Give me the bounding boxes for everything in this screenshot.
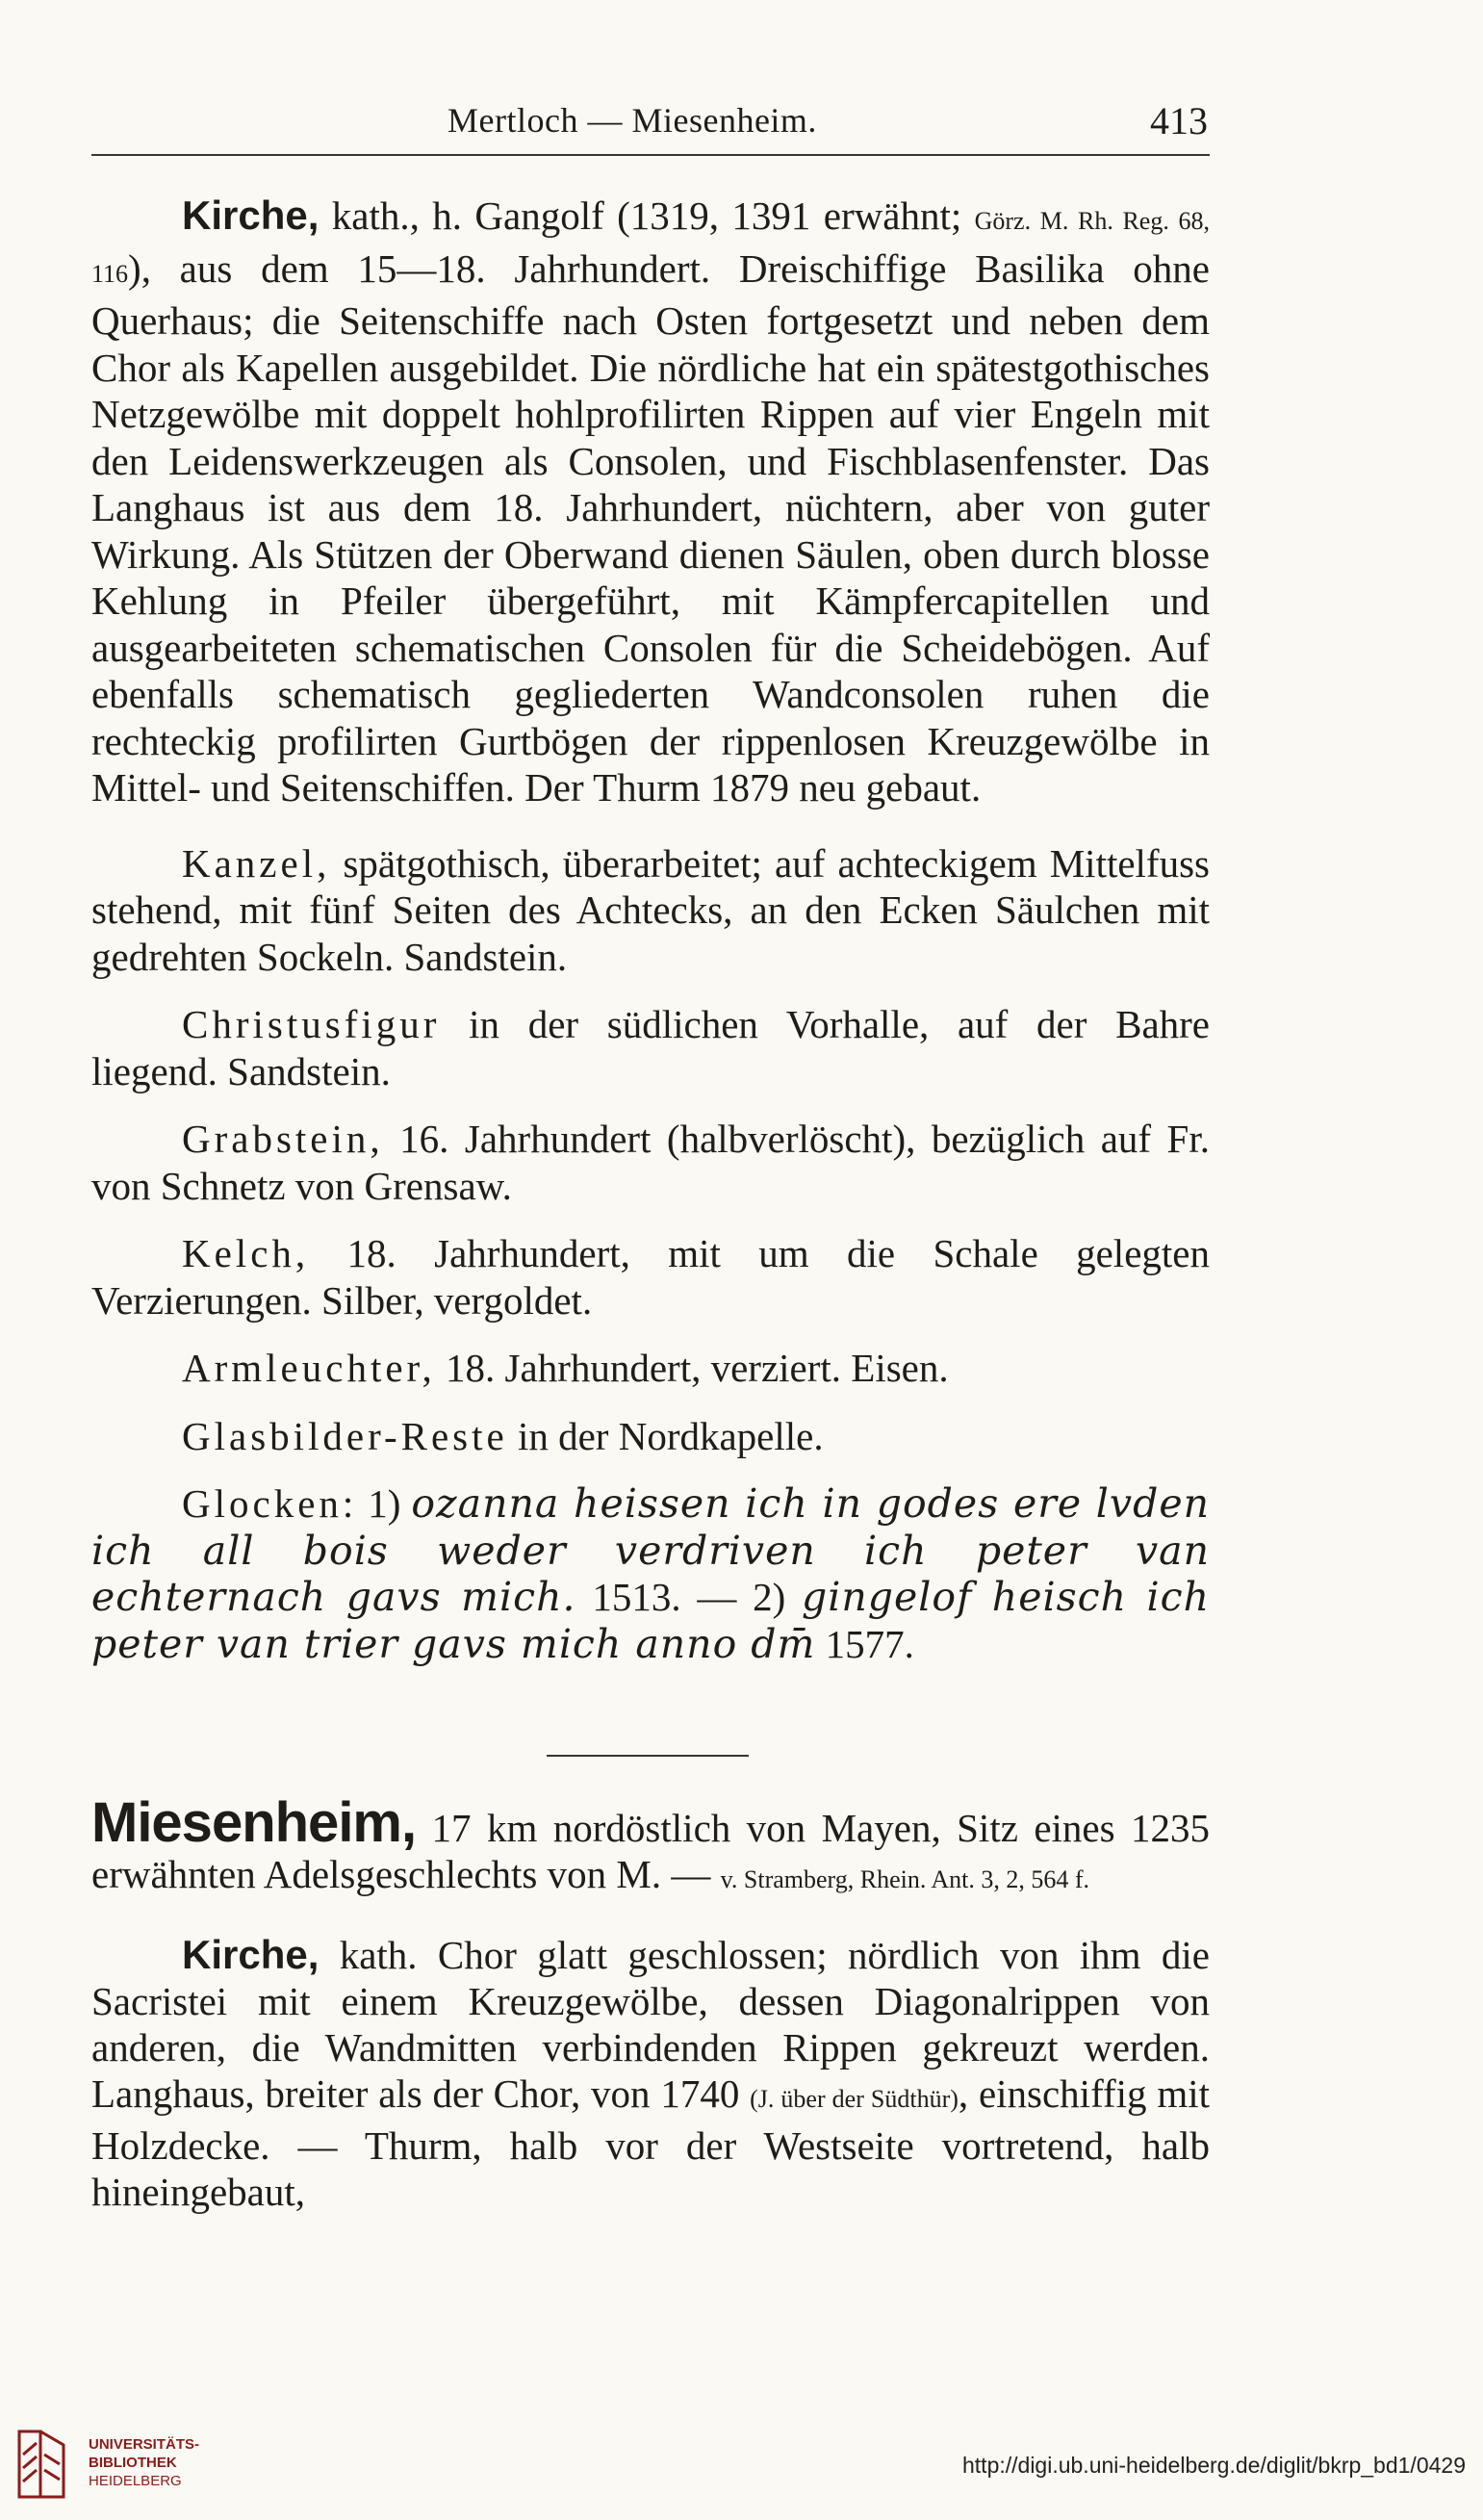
item-christusfigur: [91, 1001, 1210, 1094]
item-armleuchter: [91, 1345, 1210, 1392]
glocken-part-1: 1): [357, 1481, 412, 1526]
header-rule: [91, 154, 1210, 156]
miesenheim-kirche-heading: Kirche,: [182, 1932, 320, 1977]
glocken-part-3: 1577.: [815, 1621, 914, 1666]
item-term: Glasbilder-Reste: [182, 1413, 508, 1458]
page-number: 413: [1150, 99, 1208, 142]
logo-line-2: BIBLIOTHEK: [89, 2455, 177, 2471]
source-url[interactable]: http://digi.ub.uni-heidelberg.de/diglit/bkrp_bd1/0429: [962, 2453, 1466, 2478]
logo-line-3: HEIDELBERG: [89, 2473, 182, 2489]
item-term: Grabstein,: [182, 1117, 384, 1161]
glocken-inscription-2: gingelof heisch ich peter van trier gavs mich anno dm̄: [91, 1574, 1210, 1667]
logo-line-1: UNIVERSITÄTS-: [89, 2436, 200, 2453]
miesenheim-kirche-paragraph: [91, 1932, 1210, 2215]
item-glasbilder: [91, 1413, 1210, 1460]
glocken-inscription-1: ozanna heissen ich in godes ere lvden ich all bois weder verdriven ich peter van echternach gavs mich.: [91, 1480, 1211, 1620]
miesenheim-reference: v. Stramberg, Rhein. Ant. 3, 2, 564 f.: [720, 1865, 1090, 1893]
library-logo: [12, 2426, 262, 2512]
miesenheim-text-1: 17 km nordöstlich von Mayen, Sitz eines 1235 erwähnten Adelsgeschlechts von M. —: [91, 1806, 1210, 1896]
item-text: spätgothisch, überarbeitet; auf achteckigem Mittelfuss stehend, mit fünf Seiten des Achtecks, an den Ecken Säulchen mit gedrehten Sockeln. Sandstein.: [91, 840, 1210, 979]
library-logo-text: [89, 2435, 199, 2490]
item-text: in der südlichen Vorhalle, auf der Bahre liegend. Sandstein.: [91, 1002, 1210, 1093]
kirche-heading: Kirche,: [182, 193, 320, 238]
item-kelch: [91, 1230, 1210, 1324]
item-text: 18. Jahrhundert, mit um die Schale gelegten Verzierungen. Silber, vergoldet.: [91, 1231, 1210, 1323]
item-term: Kanzel,: [182, 840, 331, 886]
kirche-paragraph: [91, 193, 1210, 811]
item-kanzel: [91, 840, 1210, 981]
miesenheim-kirche-text-2: , einschiffig mit Holzdecke. — Thurm, halb vor der Westseite vortretend, halb hineingebaut,: [91, 2071, 1210, 2214]
item-text: 18. Jahrhundert, verziert. Eisen.: [435, 1346, 949, 1390]
running-title: Mertloch — Miesenheim.: [447, 101, 817, 140]
mertloch-section: [91, 193, 1210, 1667]
library-logo-icon: [12, 2426, 71, 2503]
miesenheim-kirche-reference: (J. über der Südthür): [750, 2085, 959, 2113]
item-term: Christusfigur: [182, 1002, 441, 1046]
miesenheim-entry: [91, 1791, 1210, 1903]
item-grabstein: [91, 1116, 1210, 1209]
section-divider: [547, 1755, 749, 1757]
item-term: Armleuchter,: [182, 1346, 436, 1390]
item-text: in der Nordkapelle.: [507, 1413, 824, 1458]
miesenheim-kirche-text-1: kath. Chor glatt geschlossen; nördlich von ihm die Sacristei mit einem Kreuzgewölbe, dessen Diagonalrippen von anderen, die Wandmitten verbindenden Rippen gekreuzt werden. Langhaus, breiter als der Chor, von 1740: [91, 1933, 1210, 2116]
glocken-part-2: 1513. — 2): [575, 1575, 802, 1619]
kirche-text-1: kath., h. Gangolf (1319, 1391 erwähnt;: [319, 193, 975, 238]
item-term: Kelch,: [182, 1231, 310, 1275]
miesenheim-section: [91, 1791, 1210, 2215]
running-header: [91, 96, 1208, 154]
glocken-term: Glocken:: [182, 1481, 358, 1526]
place-heading: Miesenheim,: [91, 1791, 417, 1854]
item-glocken: [91, 1480, 1210, 1667]
item-text: 16. Jahrhundert (halbverlöscht), bezüglich auf Fr. von Schnetz von Grensaw.: [91, 1117, 1210, 1208]
kirche-reference: Görz. M. Rh. Reg. 68, 116: [91, 207, 1210, 288]
kirche-text-2: ), aus dem 15—18. Jahrhundert. Dreischiffige Basilika ohne Querhaus; die Seitenschiffe nach Osten fortgesetzt und neben dem Chor als Kapellen ausgebildet. Die nördliche hat ein spätestgothisches Netzgewölbe mit doppelt hohlprofilirten Rippen auf vier Engeln mit den Leidenswerkzeugen als Consolen, und Fischblasenfenster. Das Langhaus ist aus dem 18. Jahrhundert, nüchtern, aber von guter Wirkung. Als Stützen der Oberwand dienen Säulen, oben durch blosse Kehlung in Pfeiler übergeführt, mit Kämpfercapitellen und ausgearbeiteten schematischen Consolen für die Scheidebögen. Auf ebenfalls schematisch gegliederten Wandconsolen ruhen die rechteckig profilirten Gurtbögen der rippenlosen Kreuzgewölbe in Mittel- und Seitenschiffen. Der Thurm 1879 neu gebaut.: [91, 245, 1210, 810]
